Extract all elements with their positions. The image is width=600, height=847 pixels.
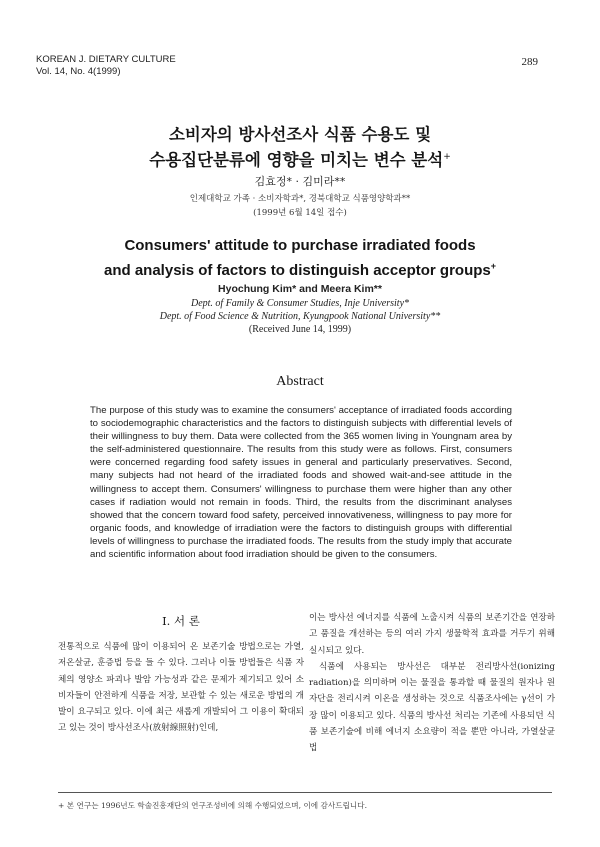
english-received-date: (Received June 14, 1999) — [248, 324, 352, 335]
korean-title-line2 — [0, 146, 600, 172]
korean-title-mark: + — [443, 152, 451, 162]
body-paragraph-right-1: 이는 방사선 에너지를 식품에 노출시켜 식품의 보존기간을 연장하고 품질을 개선하는 등의 여러 가지 생물학적 효과를 거두기 위해 실시되고 있다. — [309, 613, 555, 656]
footnote: + 본 연구는 1996년도 학술진흥재단의 연구조성비에 의해 수행되었으며, 이에 감사드립니다. — [58, 801, 367, 810]
journal-name: KOREAN J. DIETARY CULTURE — [36, 54, 176, 65]
korean-title-line2-text: 수용집단분류에 영향을 미치는 변수 분석 — [149, 150, 444, 170]
abstract-heading: Abstract — [276, 374, 324, 389]
english-title-line2-text: and analysis of factors to distinguish acceptor groups — [104, 262, 491, 279]
korean-received-date: (1999년 6월 14일 접수) — [253, 208, 347, 218]
english-title-line1: Consumers' attitude to purchase irradiated foods — [124, 237, 476, 254]
body-right-column — [309, 610, 555, 757]
english-title — [0, 236, 600, 281]
korean-authors: 김효정* · 김미라** — [254, 175, 346, 188]
english-affiliation-2: Dept. of Food Science & Nutrition, Kyungpook National University** — [159, 311, 441, 322]
abstract-text: The purpose of this study was to examine the consumers' acceptance of irradiated foods according to sociodemographic characteristics and the factors to distinguish subjects with differential levels of their willingness to buy them. Data were collected from the 365 women living in Youngnam area by the self-administered questionnaire. The results from this study were as follows. First, consumers were concerned regarding food safety issues in general and particularly preservatives. Second, many subjects had not heard of the irradiated foods and showed wait-and-see attitude in the willingness to accept them. Consumers' willingness to purchase them were higher than any other cases if radiation would not remain in foods. Third, the results from the discriminant analyses showed that the concern toward food safety, perceived innovativeness, willingness to pay more for organic foods, and knowledge of irradiation were the factors to distinguish groups with differential levels of willingness to purchase the irradiated foods. The results from the study imply that accurate and scientific information about food irradiation should be given to the consumers. — [90, 405, 512, 561]
body-left-column — [58, 613, 304, 737]
section-heading-introduction: I. 서 론 — [162, 614, 200, 628]
english-affiliation-1: Dept. of Family & Consumer Studies, Inje University* — [190, 298, 410, 309]
korean-title — [0, 124, 600, 172]
journal-volume: Vol. 14, No. 4(1999) — [36, 66, 121, 77]
english-title-mark: + — [490, 261, 496, 271]
body-paragraph-left: 전통적으로 식품에 많이 이용되어 온 보존기술 방법으로는 가열, 저온살균, 훈증법 등을 들 수 있다. 그러나 이들 방법들은 식품 자체의 영양소 파괴나 발암 가능성과 같은 문제가 제기되고 있어 소비자들이 안전하게 식품을 저장, 보관할 수 있는 새로운 방법의 개발이 요구되고 있다. 이에 최근 새롭게 개발되어 그 이용이 확대되고 있는 것이 방사선조사(放射線照射)인데, — [58, 642, 304, 734]
footnote-divider — [58, 792, 552, 793]
english-title-line2 — [0, 256, 600, 281]
page-number: 289 — [521, 56, 538, 68]
korean-title-line1: 소비자의 방사선조사 식품 수용도 및 — [168, 125, 432, 144]
english-authors: Hyochung Kim* and Meera Kim** — [218, 283, 382, 295]
body-paragraph-right-2: 식품에 사용되는 방사선은 대부분 전리방사선(ionizing radiation)을 의미하며 이는 물질을 통과할 때 물질의 원자나 원자단을 전리시켜 이온을 생성하는 것으로 식품조사에는 γ선이 가장 많이 이용되고 있다. 식품의 방사선 처리는 기존에 사용되던 식품 보존기술에 비해 에너지 소요량이 적을 뿐만 아니라, 가열살균법 — [309, 661, 555, 754]
korean-affiliation: 인제대학교 가족 · 소비자학과*, 경북대학교 식품영양학과** — [189, 194, 411, 204]
journal-header — [36, 54, 176, 78]
